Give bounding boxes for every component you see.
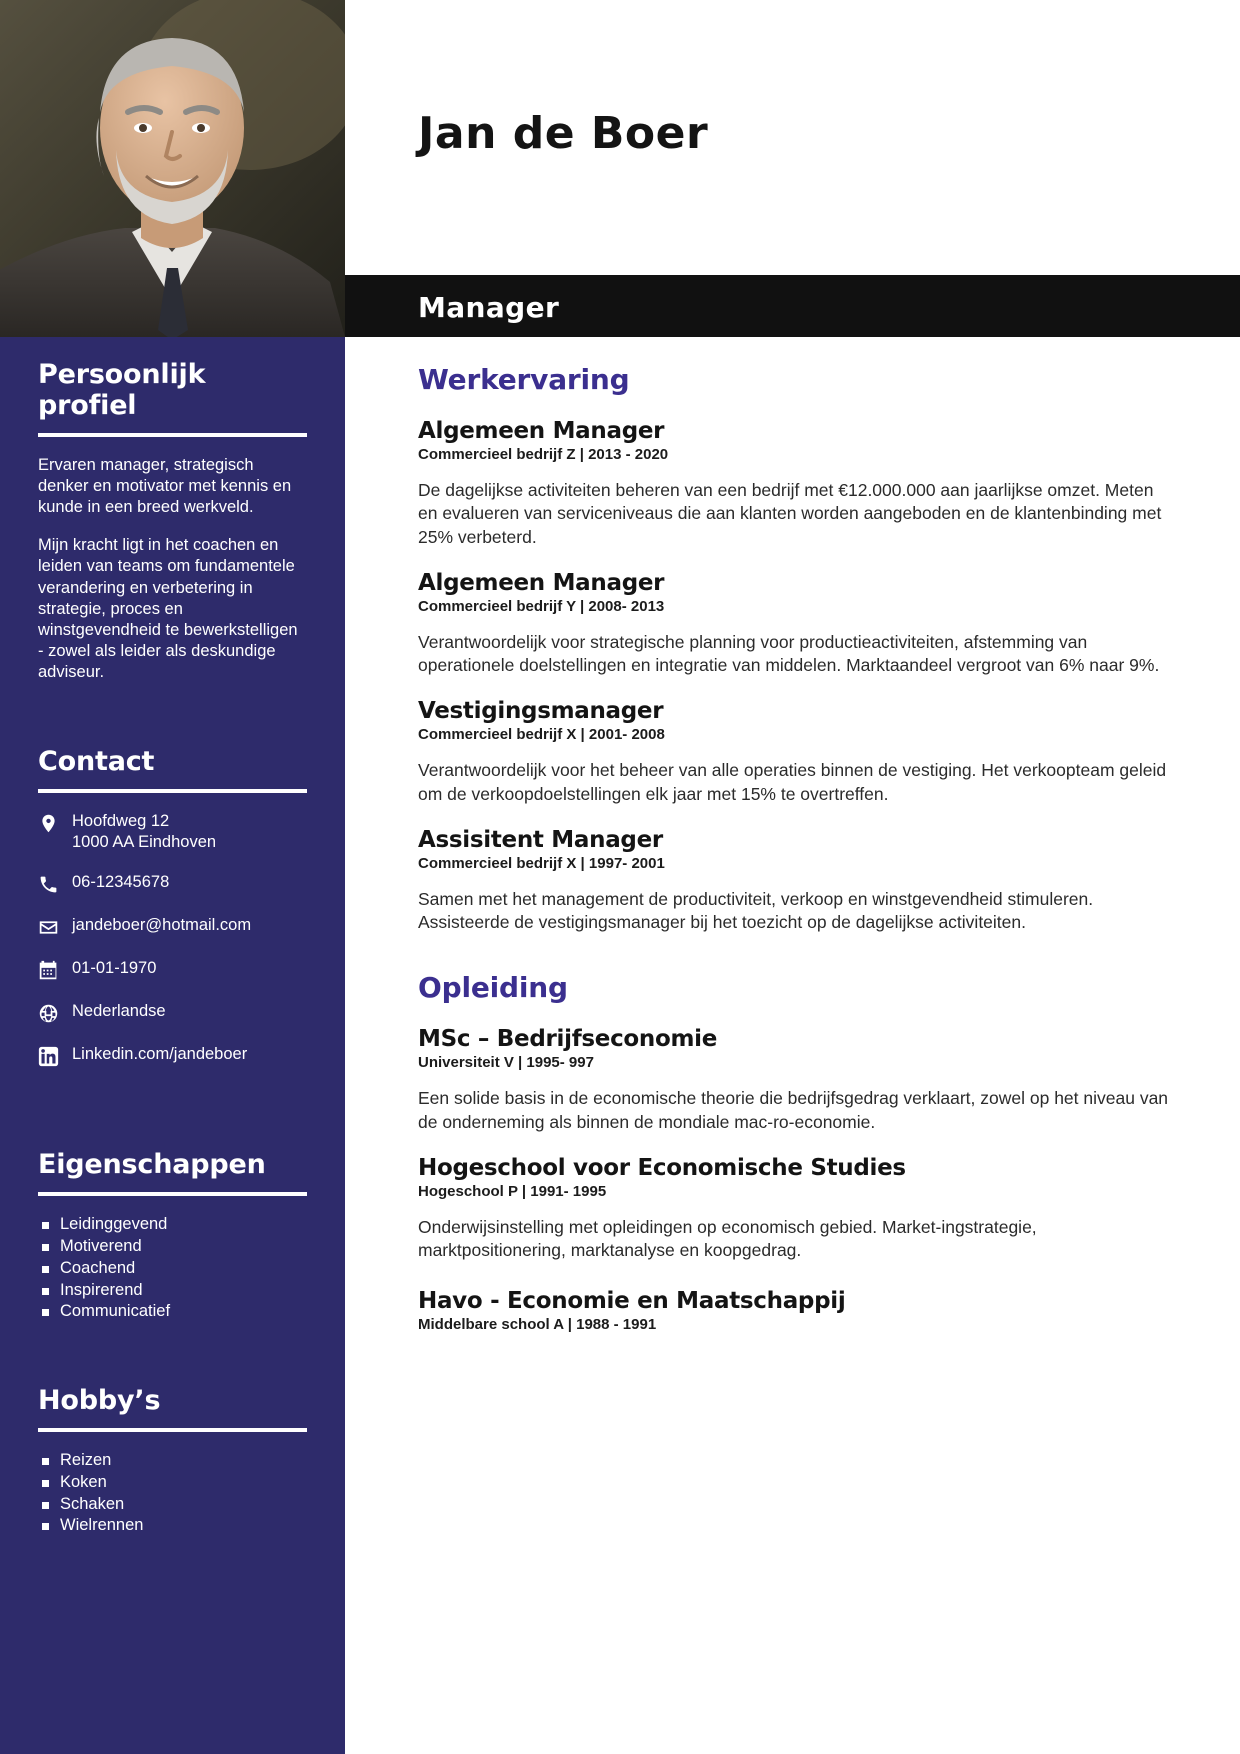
profile-paragraph-1: Ervaren manager, strategisch denker en motivator met kennis en kunde in een breed werkveld. xyxy=(38,456,292,517)
location-pin-icon xyxy=(38,811,72,834)
contact-rule xyxy=(38,789,307,793)
sidebar-content xyxy=(0,337,345,1537)
list-item: Inspirerend xyxy=(38,1280,307,1302)
contact-item-address xyxy=(38,811,307,852)
candidate-role: Manager xyxy=(418,291,560,324)
entry-body: Verantwoordelijk voor het beheer van alle operaties binnen de vestiging. Het verkoopteam geleid om de verkoopdoelstellingen elk jaar met 15% te overtreffen. xyxy=(418,760,1167,804)
contact-heading: Contact xyxy=(38,746,155,778)
entry-title: Hogeschool voor Economische Studies xyxy=(418,1154,906,1181)
experience-entry xyxy=(418,698,1172,806)
candidate-name: Jan de Boer xyxy=(418,108,709,159)
qualities-rule xyxy=(38,1192,307,1196)
entry-subtitle: Commercieel bedrijf Y | 2008- 2013 xyxy=(418,597,665,615)
profile-rule xyxy=(38,433,307,437)
entry-body: De dagelijkse activiteiten beheren van een bedrijf met €12.000.000 aan jaarlijkse omzet. Meten en evalueren van serviceniveaus die aan klanten worden aangeboden en de klantenbinding met 25% verbeterd. xyxy=(418,480,1162,547)
list-item: Coachend xyxy=(38,1258,307,1280)
main-content xyxy=(345,337,1240,1354)
contact-phone-text: 06-12345678 xyxy=(72,873,170,892)
entry-body: Onderwijsinstelling met opleidingen op economisch gebied. Market-ingstrategie, marktpositionering, marktanalyse en koopgedrag. xyxy=(418,1216,1037,1261)
entry-body: Een solide basis in de economische theorie die bedrijfsgedrag verklaart, zowel op het niveau van de onderneming als binnen de mondiale mac-ro-economie. xyxy=(418,1088,1169,1132)
contact-email-text: jandeboer@hotmail.com xyxy=(72,916,252,935)
contact-nationality-text: Nederlandse xyxy=(72,1002,166,1021)
address-line-2: 1000 AA Eindhoven xyxy=(72,832,217,851)
profile-photo xyxy=(0,0,345,337)
education-entry xyxy=(418,1155,1172,1263)
experience-entry xyxy=(418,418,1172,549)
name-banner xyxy=(345,0,1240,275)
qualities-list xyxy=(38,1214,307,1323)
list-item: Communicatief xyxy=(38,1301,307,1323)
entry-title: Havo - Economie en Maatschappij xyxy=(418,1288,846,1315)
contact-item-nationality xyxy=(38,1001,307,1024)
education-entry xyxy=(418,1026,1172,1134)
list-item: Leidinggevend xyxy=(38,1214,307,1236)
experience-heading: Werkervaring xyxy=(418,363,630,396)
entry-subtitle: Commercieel bedrijf X | 2001- 2008 xyxy=(418,726,665,744)
profile-paragraph-2: Mijn kracht ligt in het coachen en leiden van teams om fundamentele verandering en verbetering in strategie, proces en winstgevendheid te bewerkstelligen - zowel als leider als deskundige adviseur. xyxy=(38,536,298,681)
contact-birthdate-text: 01-01-1970 xyxy=(72,959,157,978)
list-item: Koken xyxy=(38,1472,307,1494)
entry-subtitle: Commercieel bedrijf Z | 2013 - 2020 xyxy=(418,446,669,463)
entry-subtitle: Hogeschool P | 1991- 1995 xyxy=(418,1182,607,1200)
hobbies-list xyxy=(38,1450,307,1537)
sidebar xyxy=(0,0,345,1754)
globe-icon xyxy=(38,1001,72,1024)
entry-title: Assisitent Manager xyxy=(418,826,663,853)
entry-body: Samen met het management de productiviteit, verkoop en winstgevendheid stimuleren. Assisteerde de vestigingsmanager bij het toezicht op de dagelijkse activiteiten. xyxy=(418,888,1094,933)
envelope-icon xyxy=(38,915,72,938)
entry-subtitle: Middelbare school A | 1988 - 1991 xyxy=(418,1316,657,1334)
entry-body: Verantwoordelijk voor strategische planning voor productieactiviteiten, afstemming van operationele doelstellingen en integratie van middelen. Marktaandeel vergroot van 6% naar 9%. xyxy=(418,631,1160,676)
contact-item-phone[interactable] xyxy=(38,872,307,895)
contact-linkedin-text: Linkedin.com/jandeboer xyxy=(72,1045,248,1064)
entry-title: MSc – Bedrijfseconomie xyxy=(418,1026,718,1053)
hobbies-heading: Hobby’s xyxy=(38,1385,161,1417)
list-item: Reizen xyxy=(38,1450,307,1472)
contact-address-text xyxy=(72,811,216,852)
entry-title: Algemeen Manager xyxy=(418,418,665,444)
entry-title: Vestigingsmanager xyxy=(418,698,664,725)
entry-subtitle: Commercieel bedrijf X | 1997- 2001 xyxy=(418,854,665,872)
contact-item-linkedin[interactable] xyxy=(38,1044,307,1067)
contact-item-email[interactable] xyxy=(38,915,307,938)
education-entry xyxy=(418,1288,1172,1333)
education-heading: Opleiding xyxy=(418,971,568,1005)
contact-item-birthdate xyxy=(38,958,307,981)
entry-title: Algemeen Manager xyxy=(418,569,665,596)
linkedin-icon xyxy=(38,1044,72,1067)
experience-entry xyxy=(418,827,1172,935)
hobbies-rule xyxy=(38,1428,307,1432)
experience-entry xyxy=(418,570,1172,678)
address-line-1: Hoofdweg 12 xyxy=(72,812,170,831)
role-banner xyxy=(345,275,1240,337)
qualities-heading: Eigenschappen xyxy=(38,1149,266,1181)
profile-heading: Persoonlijk profiel xyxy=(38,359,206,421)
list-item: Motiverend xyxy=(38,1236,307,1258)
entry-subtitle: Universiteit V | 1995- 997 xyxy=(418,1054,594,1072)
calendar-icon xyxy=(38,958,72,981)
portrait-image xyxy=(0,0,345,337)
list-item: Schaken xyxy=(38,1494,307,1516)
phone-icon xyxy=(38,872,72,895)
list-item: Wielrennen xyxy=(38,1515,307,1537)
